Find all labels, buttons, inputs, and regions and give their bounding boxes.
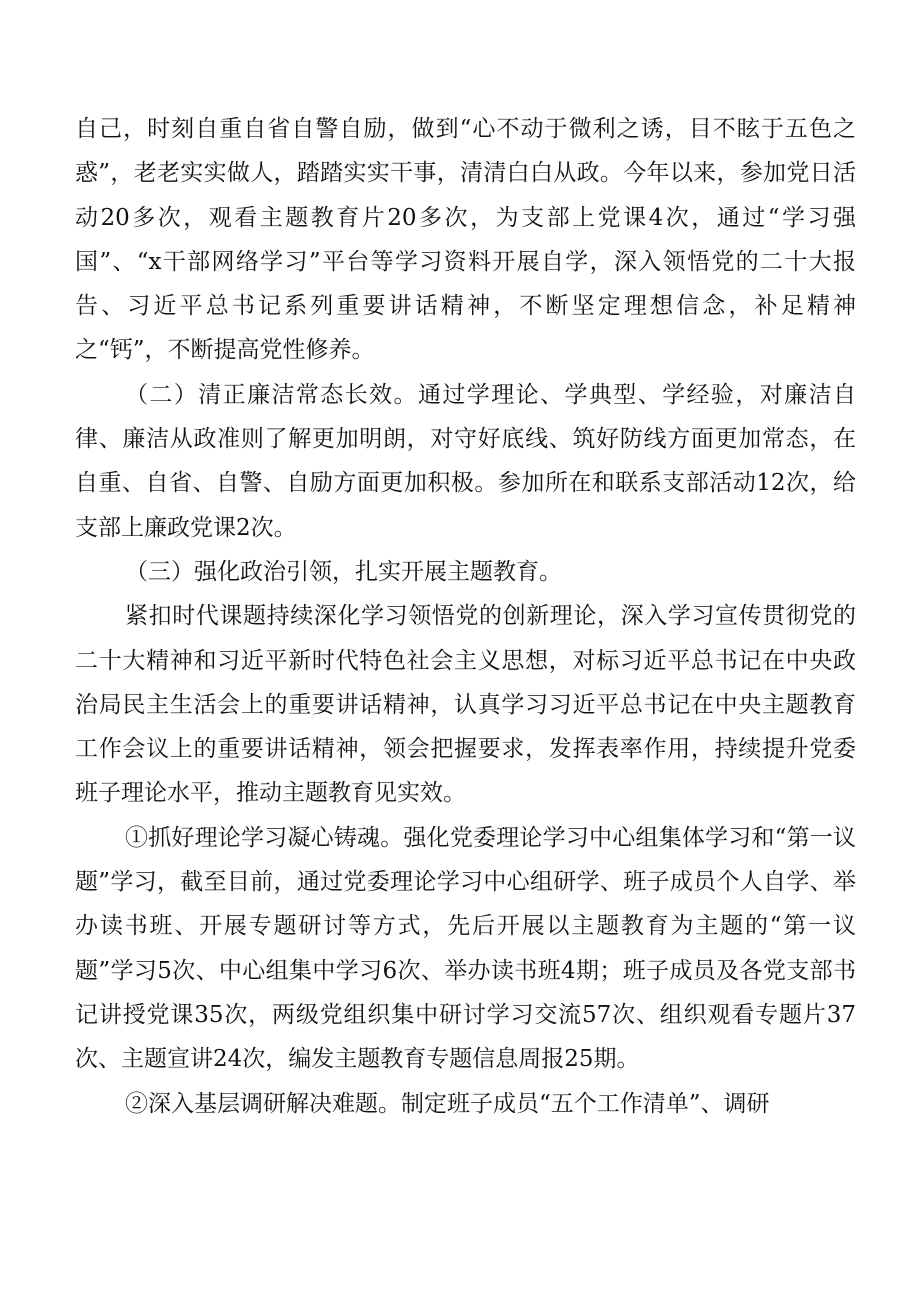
section-3-heading: （三）强化政治引领，扎实开展主题教育。 (125, 558, 562, 585)
paragraph-section-3-body: 紧扣时代课题持续深化学习领悟党的创新理论，深入学习宣传贯彻党的二十大精神和习近平新时代特色社会主义思想，对标习近平总书记在中央政治局民主生活会上的重要讲话精神，认真学习习近平总书记在中央主题教育工作会议上的重要讲话精神，领会把握要求，发挥表率作用，持续提升党委班子理论水平，推动主题教育见实效。 (75, 603, 856, 807)
paragraph-section-2: （二）清正廉洁常态长效。通过学理论、学典型、学经验，对廉洁自律、廉洁从政准则了解更加明朗，对守好底线、筑好防线方面更加常态，在自重、自省、自警、自励方面更加积极。参加所在和联系支部活动12次，给支部上廉政党课2次。 (75, 381, 856, 541)
list-item-2: ②深入基层调研解决难题。制定班子成员“五个工作清单”、调研 (125, 1090, 770, 1117)
document-page (75, 107, 856, 1126)
paragraph-continuation: 自己，时刻自重自省自警自励，做到“心不动于微利之诱，目不眩于五色之惑”，老老实实做人，踏踏实实干事，清清白白从政。今年以来，参加党日活动20多次，观看主题教育片20多次，为支部上党课4次，通过“学习强国”、“x干部网络学习”平台等学习资料开展自学，深入领悟党的二十大报告、习近平总书记系列重要讲话精神，不断坚定理想信念，补足精神之“钙”，不断提高党性修养。 (75, 116, 856, 364)
list-item-1: ①抓好理论学习凝心铸魂。强化党委理论学习中心组集体学习和“第一议题”学习，截至目前，通过党委理论学习中心组研学、班子成员个人自学、举办读书班、开展专题研讨等方式，先后开展以主题教育为主题的“第一议题”学习5次、中心组集中学习6次、举办读书班4期；班子成员及各党支部书记讲授党课35次，两级党组织集中研讨学习交流57次、组织观看专题片37次、主题宣讲24次，编发主题教育专题信息周报25期。 (75, 824, 856, 1073)
